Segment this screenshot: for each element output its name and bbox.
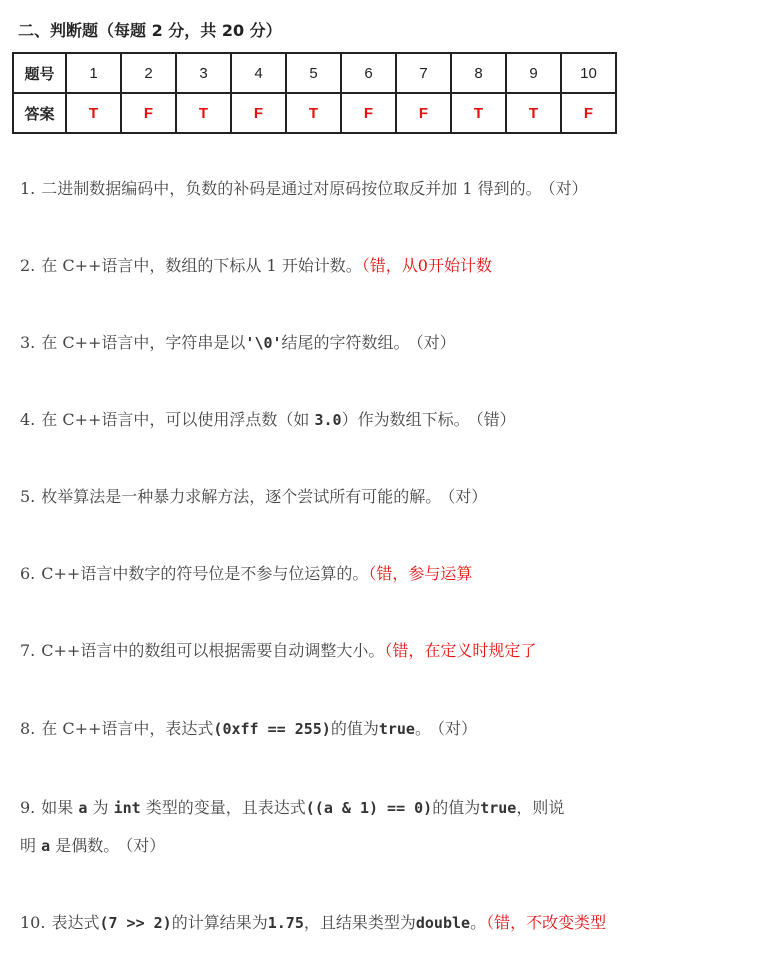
question-text: 在 C++语言中，字符串是以 bbox=[41, 333, 246, 352]
code-literal: double bbox=[415, 914, 471, 932]
question-text: ，则说 bbox=[516, 798, 565, 817]
code-literal: 1.75 bbox=[267, 914, 304, 932]
question-text: 在 C++语言中，可以使用浮点数（如 bbox=[41, 410, 315, 429]
table-header-answer: 答案 bbox=[13, 93, 66, 133]
question-text: 的值为 bbox=[432, 798, 481, 817]
question-text: 的值为 bbox=[330, 719, 379, 738]
answer-note: （错，在定义时规定了 bbox=[384, 641, 537, 660]
table-answer-cell: T bbox=[451, 93, 506, 133]
table-number-cell: 10 bbox=[561, 53, 616, 93]
answer-note: （错，从0开始计数 bbox=[361, 256, 492, 275]
answer-mark: （对） bbox=[447, 487, 488, 506]
table-answer-cell: T bbox=[176, 93, 231, 133]
answer-mark: （对） bbox=[125, 836, 166, 855]
question-text: 结尾的字符数组。 bbox=[281, 333, 410, 352]
answer-mark: （对） bbox=[415, 333, 456, 352]
code-literal: a bbox=[41, 837, 51, 855]
table-number-cell: 1 bbox=[66, 53, 121, 93]
question-9-line-2 bbox=[20, 833, 165, 856]
table-number-cell: 6 bbox=[341, 53, 396, 93]
code-literal: ((a & 1) == 0) bbox=[305, 799, 433, 817]
answer-table-number-row bbox=[13, 53, 616, 93]
question-7 bbox=[20, 638, 536, 661]
table-number-cell: 7 bbox=[396, 53, 451, 93]
table-answer-cell: F bbox=[341, 93, 396, 133]
answer-table bbox=[12, 52, 617, 134]
code-literal: (7 >> 2) bbox=[99, 914, 172, 932]
question-text: 在 C++语言中，表达式 bbox=[41, 719, 214, 738]
table-number-cell: 8 bbox=[451, 53, 506, 93]
code-literal: a bbox=[78, 799, 88, 817]
answer-mark: （对） bbox=[547, 179, 588, 198]
question-text: 为 bbox=[87, 798, 114, 817]
table-header-number: 题号 bbox=[13, 53, 66, 93]
question-number: 7. bbox=[20, 641, 36, 660]
question-text: 枚举算法是一种暴力求解方法，逐个尝试所有可能的解。 bbox=[41, 487, 442, 506]
question-number: 1. bbox=[20, 179, 36, 198]
question-number: 2. bbox=[20, 256, 36, 275]
table-answer-cell: T bbox=[66, 93, 121, 133]
question-text: ，且结果类型为 bbox=[303, 913, 416, 932]
question-text: C++语言中数字的符号位是不参与位运算的。 bbox=[41, 564, 369, 583]
question-text: 表达式 bbox=[51, 913, 100, 932]
question-6 bbox=[20, 561, 472, 584]
question-text: 二进制数据编码中，负数的补码是通过对原码按位取反并加 1 得到的。 bbox=[41, 179, 542, 198]
table-answer-cell: T bbox=[506, 93, 561, 133]
question-text: 明 bbox=[20, 836, 42, 855]
table-number-cell: 5 bbox=[286, 53, 341, 93]
question-5 bbox=[20, 484, 487, 507]
answer-table-answer-row bbox=[13, 93, 616, 133]
table-answer-cell: T bbox=[286, 93, 341, 133]
question-text: ）作为数组下标。 bbox=[341, 410, 470, 429]
question-number: 8. bbox=[20, 719, 36, 738]
code-literal: '\0' bbox=[245, 334, 282, 352]
table-answer-cell: F bbox=[231, 93, 286, 133]
table-answer-cell: F bbox=[396, 93, 451, 133]
question-text: 如果 bbox=[41, 798, 79, 817]
table-number-cell: 2 bbox=[121, 53, 176, 93]
code-literal: int bbox=[113, 799, 141, 817]
question-text: 类型的变量，且表达式 bbox=[140, 798, 306, 817]
answer-mark: （对） bbox=[436, 719, 477, 738]
table-answer-cell: F bbox=[121, 93, 176, 133]
table-number-cell: 9 bbox=[506, 53, 561, 93]
question-4 bbox=[20, 407, 516, 430]
question-text: 。 bbox=[414, 719, 431, 738]
table-number-cell: 4 bbox=[231, 53, 286, 93]
table-answer-cell: F bbox=[561, 93, 616, 133]
code-literal: true bbox=[480, 799, 517, 817]
question-number: 9. bbox=[20, 798, 36, 817]
question-number: 10. bbox=[20, 913, 46, 932]
answer-note: （错，不改变类型 bbox=[486, 913, 607, 932]
question-text: 是偶数。 bbox=[50, 836, 120, 855]
code-literal: (0xff == 255) bbox=[213, 720, 331, 738]
question-text: 。 bbox=[470, 913, 487, 932]
question-3 bbox=[20, 330, 456, 353]
question-number: 5. bbox=[20, 487, 36, 506]
question-number: 3. bbox=[20, 333, 36, 352]
answer-note: （错，参与运算 bbox=[368, 564, 473, 583]
table-number-cell: 3 bbox=[176, 53, 231, 93]
question-number: 6. bbox=[20, 564, 36, 583]
question-8 bbox=[20, 716, 477, 739]
question-text: 的计算结果为 bbox=[171, 913, 268, 932]
question-1 bbox=[20, 176, 588, 199]
question-9 bbox=[20, 795, 564, 818]
question-text: 在 C++语言中，数组的下标从 1 开始计数。 bbox=[41, 256, 362, 275]
question-text: C++语言中的数组可以根据需要自动调整大小。 bbox=[41, 641, 385, 660]
answer-mark: （错） bbox=[475, 410, 516, 429]
code-literal: 3.0 bbox=[314, 411, 342, 429]
question-2 bbox=[20, 253, 492, 276]
section-title: 二、判断题（每题 2 分，共 20 分） bbox=[18, 21, 282, 40]
question-number: 4. bbox=[20, 410, 36, 429]
question-10 bbox=[20, 910, 606, 933]
code-literal: true bbox=[378, 720, 415, 738]
